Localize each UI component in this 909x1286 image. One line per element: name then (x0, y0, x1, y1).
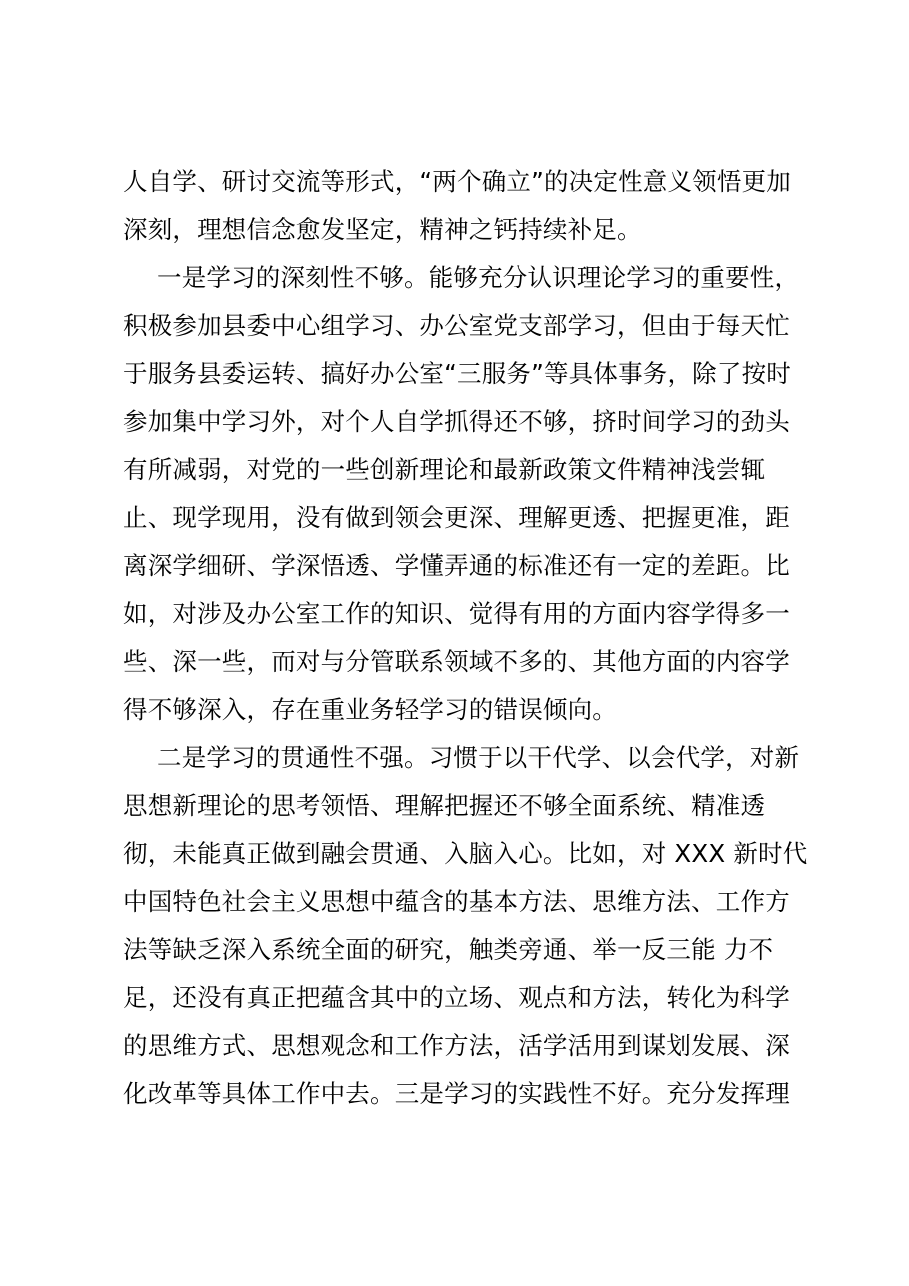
paragraph-first-line: 一是学习的深刻性不够。能够充分认识理论学习的重要性， (157, 263, 800, 292)
text-line: 止、现学现用，没有做到领会更深、理解更透、把握更准，距 (123, 503, 790, 532)
document-body (123, 158, 808, 1118)
text-line: 得不够深入，存在重业务轻学习的错误倾向。 (123, 695, 617, 724)
text-line: 些、深一些，而对与分管联系领域不多的、其他方面的内容学 (123, 647, 790, 676)
text-line: 有所减弱，对党的一些创新理论和最新政策文件精神浅尝辄 (123, 455, 766, 484)
text-line: 足，还没有真正把蕴含其中的立场、观点和方法，转化为科学 (123, 983, 790, 1012)
text-line: 离深学细研、学深悟透、学懂弄通的标准还有一定的差距。比 (123, 551, 790, 580)
text-line: 思想新理论的思考领悟、理解把握还不够全面系统、精准透 (123, 791, 766, 820)
text-line: 如，对涉及办公室工作的知识、觉得有用的方面内容学得多一 (123, 599, 790, 628)
text-line: 人自学、研讨交流等形式，“两个确立”的决定性意义领悟更加 (123, 167, 791, 196)
text-line: 参加集中学习外，对个人自学抓得还不够，挤时间学习的劲头 (123, 407, 790, 436)
text-line: 积极参加县委中心组学习、办公室党支部学习，但由于每天忙 (123, 311, 790, 340)
text-line: 彻，未能真正做到融会贯通、入脑入心。比如，对 XXX 新时代 (123, 839, 808, 868)
text-line: 化改革等具体工作中去。三是学习的实践性不好。充分发挥理 (123, 1079, 790, 1108)
text-line: 于服务县委运转、搞好办公室“三服务”等具体事务，除了按时 (123, 359, 791, 388)
text-line: 深刻，理想信念愈发坚定，精神之钙持续补足。 (123, 215, 642, 244)
paragraph-first-line: 二是学习的贯通性不强。习惯于以干代学、以会代学，对新 (157, 743, 800, 772)
text-line: 的思维方式、思想观念和工作方法，活学活用到谋划发展、深 (123, 1031, 790, 1060)
text-line: 中国特色社会主义思想中蕴含的基本方法、思维方法、工作方 (123, 887, 790, 916)
text-line: 法等缺乏深入系统全面的研究，触类旁通、举一反三能 力不 (123, 935, 774, 964)
